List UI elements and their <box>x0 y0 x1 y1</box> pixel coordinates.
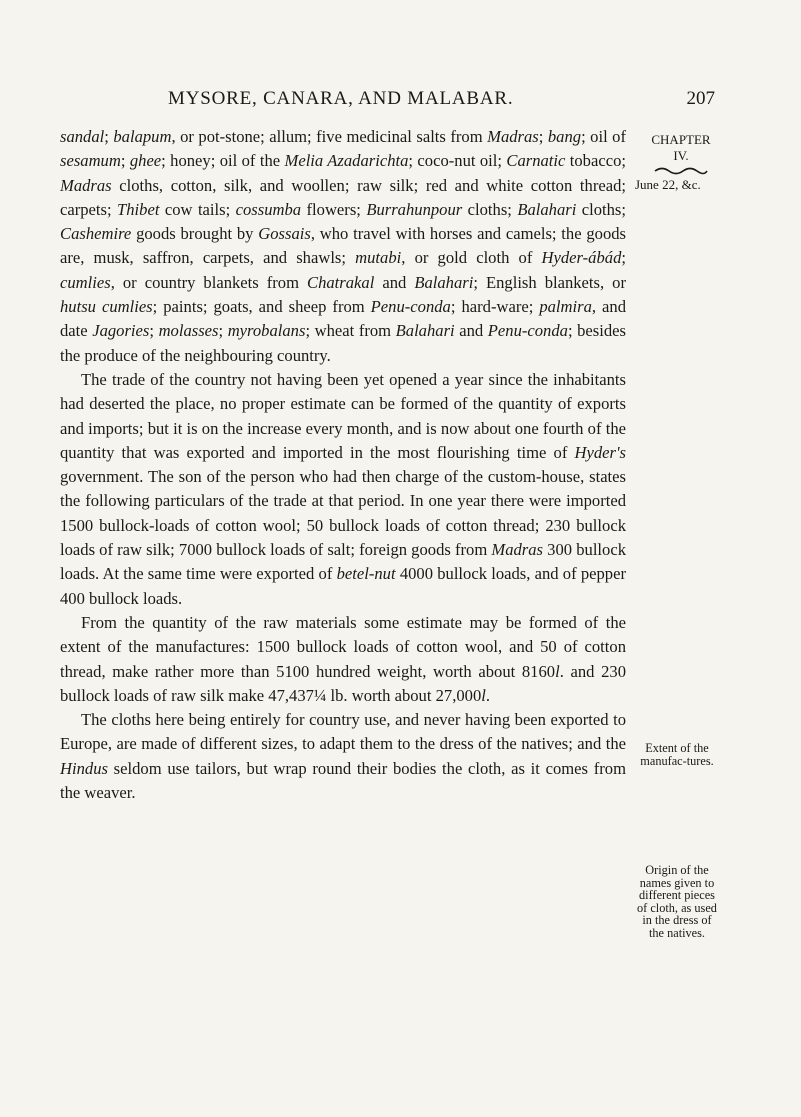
running-title: MYSORE, CANARA, AND MALABAR. <box>168 88 514 109</box>
margin-date: June 22, &c. <box>635 177 701 192</box>
margin-chapter-note <box>635 132 727 193</box>
page-number: 207 <box>686 88 715 109</box>
body-text <box>60 125 626 805</box>
margin-note-extent: Extent of the manufac-tures. <box>640 741 714 768</box>
paragraph: The cloths here being entirely for country use, and never having been exported to Europe, are made of different sizes, to adapt them to the dress of the natives; and the Hindus seldom use tailors, but wrap round their bodies the cloth, as it comes from the weaver. <box>60 710 626 803</box>
paragraph: sandal; balapum, or pot-stone; allum; five medicinal salts from Madras; bang; oil of sesamum; ghee; honey; oil of the Melia Azadarichta; coco-nut oil; Carnatic tobacco; Madras cloths, cotton, silk, and woollen; raw silk; red and white cotton thread; carpets; Thibet cow tails; cossumba flowers; Burrahunpour cloths; Balahari cloths; Cashemire goods brought by Gossais, who travel with horses and camels; the goods are, musk, saffron, carpets, and shawls; mutabi, or gold cloth of Hyder-ábád; cumlies, or country blankets from Chatrakal and Balahari; English blankets, or hutsu cumlies; paints; goats, and sheep from Penu-conda; hard-ware; palmira, and date Jagories; molasses; myrobalans; wheat from Balahari and Penu-conda; besides the produce of the neighbouring country. <box>60 127 626 365</box>
chapter-number: IV. <box>673 148 689 163</box>
chapter-label: CHAPTER <box>651 132 711 147</box>
margin-note-origin: Origin of the names given to different pieces of cloth, as used in the dress of the natives. <box>637 863 717 940</box>
ornament-icon <box>653 166 709 176</box>
page-header <box>60 88 715 110</box>
paragraph: The trade of the country not having been yet opened a year since the inhabitants had deserted the place, no proper estimate can be formed of the quantity of exports and imports; but it is on the increase every month, and is now about one fourth of the quantity that was exported and imported in the most flourishing time of Hyder's government. The son of the person who had then charge of the custom-house, states the following particulars of the trade at that period. In one year there were imported 1500 bullock-loads of cotton wool; 50 bullock loads of cotton thread; 230 bullock loads of raw silk; 7000 bullock loads of salt; foreign goods from Madras 300 bullock loads. At the same time were exported of betel-nut 4000 bullock loads, and of pepper 400 bullock loads. <box>60 369 626 608</box>
paragraph: From the quantity of the raw materials some estimate may be formed of the extent of the manufactures: 1500 bullock loads of cotton wool, and 50 of cotton thread, make rather more than 5100 hundred weight, worth about 8160l. and 230 bullock loads of raw silk make 47,437¼ lb. worth about 27,000l. <box>60 612 626 705</box>
